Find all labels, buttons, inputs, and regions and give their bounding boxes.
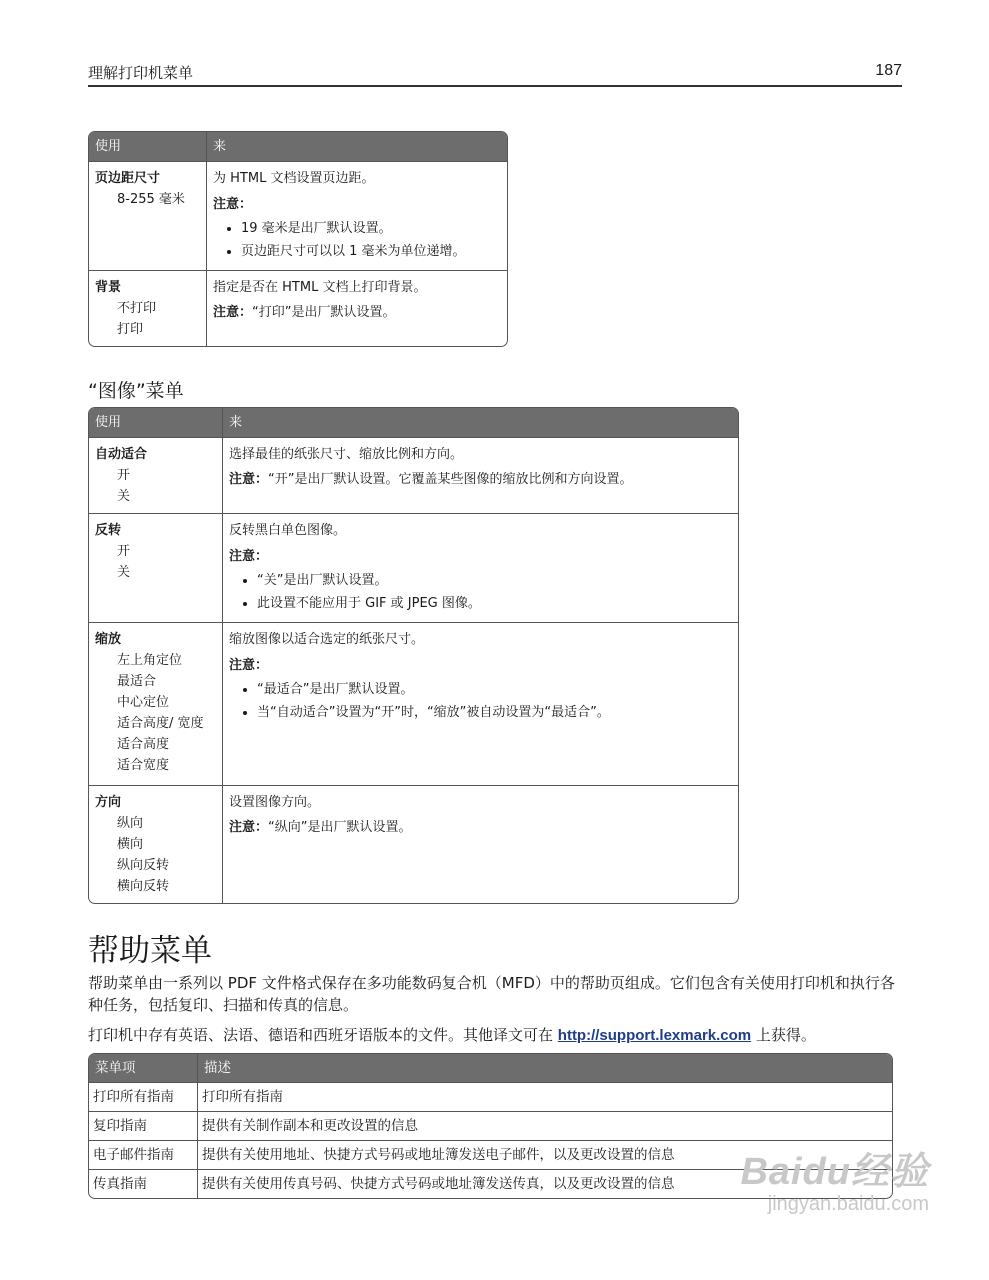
option-value: 开	[117, 544, 131, 559]
option-value: 适合高度/ 宽度	[117, 716, 204, 731]
table-header-row	[89, 1054, 892, 1082]
option-value: 最适合	[117, 674, 157, 689]
table-row	[89, 161, 507, 270]
col-desc-header: 描述	[198, 1054, 892, 1082]
help-intro-paragraph: 帮助菜单由一系列以 PDF 文件格式保存在多功能数码复合机（MFD）中的帮助页组成。它们包含有关使用打印机和执行各种任务，包括复印、扫描和传真的信息。	[88, 974, 895, 1014]
table-row	[89, 1082, 892, 1111]
list-item: • 当“自动适合”设置为“开”时，“缩放”被自动设置为“最适合”。	[257, 702, 732, 723]
baidu-watermark	[740, 1140, 929, 1216]
table-row	[89, 1111, 892, 1140]
option-description: 缩放图像以适合选定的纸张尺寸。	[229, 632, 425, 647]
watermark-url: jingyan.baidu.com	[767, 1193, 929, 1215]
list-item: • 19 毫米是出厂默认设置。	[241, 218, 501, 239]
note-label: 注意：	[229, 820, 269, 835]
support-link[interactable]: http://support.lexmark.com	[557, 1027, 752, 1044]
menu-item-cell: 打印所有指南	[89, 1082, 198, 1111]
note-list	[229, 570, 732, 614]
note-label: 注意：	[229, 549, 269, 564]
option-name: 缩放	[95, 632, 122, 647]
option-description: 选择最佳的纸张尺寸、缩放比例和方向。	[229, 447, 464, 462]
help-languages-paragraph	[88, 1024, 902, 1047]
option-value: 适合宽度	[117, 758, 170, 773]
menu-desc-cell: 打印所有指南	[198, 1082, 892, 1111]
note-text: “纵向”是出厂默认设置。	[268, 820, 412, 835]
col-for-header: 来	[207, 132, 507, 161]
col-use-header: 使用	[89, 408, 223, 437]
option-description: 指定是否在 HTML 文档上打印背景。	[213, 280, 427, 295]
html-settings-table	[88, 131, 508, 347]
menu-item-cell: 传真指南	[89, 1169, 198, 1198]
option-value: 打印	[117, 322, 144, 337]
list-item: • 页边距尺寸可以以 1 毫米为单位递增。	[241, 241, 501, 262]
option-description: 为 HTML 文档设置页边距。	[213, 171, 375, 186]
table-row	[89, 437, 738, 513]
note-list	[229, 679, 732, 723]
page-header	[88, 60, 902, 87]
list-item: • 此设置不能应用于 GIF 或 JPEG 图像。	[257, 593, 732, 614]
col-for-header: 来	[223, 408, 738, 437]
option-value: 左上角定位	[117, 653, 183, 668]
note-label: 注意：	[229, 472, 269, 487]
menu-desc-cell: 提供有关使用传真号码、快捷方式号码或地址簿发送传真，以及更改设置的信息	[198, 1169, 892, 1198]
table-row	[89, 270, 507, 346]
menu-desc-cell: 提供有关制作副本和更改设置的信息	[198, 1111, 892, 1140]
help-menu-title: 帮助菜单	[88, 933, 212, 969]
option-value: 横向	[117, 837, 144, 852]
watermark-logo-text: Baidu经验	[740, 1151, 929, 1193]
option-value: 中心定位	[117, 695, 170, 710]
option-value: 关	[117, 489, 131, 504]
note-text: “打印”是出厂默认设置。	[252, 305, 396, 320]
image-menu-title: “图像”菜单	[88, 380, 184, 402]
menu-item-cell: 电子邮件指南	[89, 1140, 198, 1169]
note	[229, 469, 732, 490]
option-name: 方向	[95, 795, 122, 810]
note	[229, 817, 732, 838]
option-name: 自动适合	[95, 447, 148, 462]
list-item: • “关”是出厂默认设置。	[257, 570, 732, 591]
option-name: 反转	[95, 523, 122, 538]
option-value: 横向反转	[117, 879, 170, 894]
paragraph-text: 上获得。	[751, 1026, 816, 1044]
option-description: 设置图像方向。	[229, 795, 321, 810]
option-value: 关	[117, 565, 131, 580]
table-row	[89, 513, 738, 622]
option-name: 页边距尺寸	[95, 171, 161, 186]
option-value: 纵向反转	[117, 858, 170, 873]
note-list	[213, 218, 501, 262]
paragraph-text: 打印机中存有英语、法语、德语和西班牙语版本的文件。其他译文可在	[88, 1026, 558, 1044]
note	[213, 302, 501, 323]
note-label: 注意：	[229, 658, 269, 673]
option-value: 不打印	[117, 301, 157, 316]
option-value: 纵向	[117, 816, 144, 831]
note-text: “开”是出厂默认设置。它覆盖某些图像的缩放比例和方向设置。	[268, 472, 633, 487]
menu-item-cell: 复印指南	[89, 1111, 198, 1140]
option-value: 适合高度	[117, 737, 170, 752]
option-description: 反转黑白单色图像。	[229, 523, 347, 538]
list-item: • “最适合”是出厂默认设置。	[257, 679, 732, 700]
menu-desc-cell: 提供有关使用地址、快捷方式号码或地址簿发送电子邮件，以及更改设置的信息	[198, 1140, 892, 1169]
col-item-header: 菜单项	[89, 1054, 198, 1082]
col-use-header: 使用	[89, 132, 207, 161]
header-title: 理解打印机菜单	[88, 64, 194, 82]
table-header-row	[89, 132, 507, 161]
option-value: 8‑255 毫米	[117, 192, 185, 207]
table-row	[89, 622, 738, 785]
page-number: 187	[875, 62, 902, 79]
table-row	[89, 785, 738, 903]
option-name: 背景	[95, 280, 122, 295]
note-label: 注意：	[213, 305, 253, 320]
image-menu-table	[88, 407, 739, 904]
table-header-row	[89, 408, 738, 437]
option-value: 开	[117, 468, 131, 483]
note-label: 注意：	[213, 197, 253, 212]
